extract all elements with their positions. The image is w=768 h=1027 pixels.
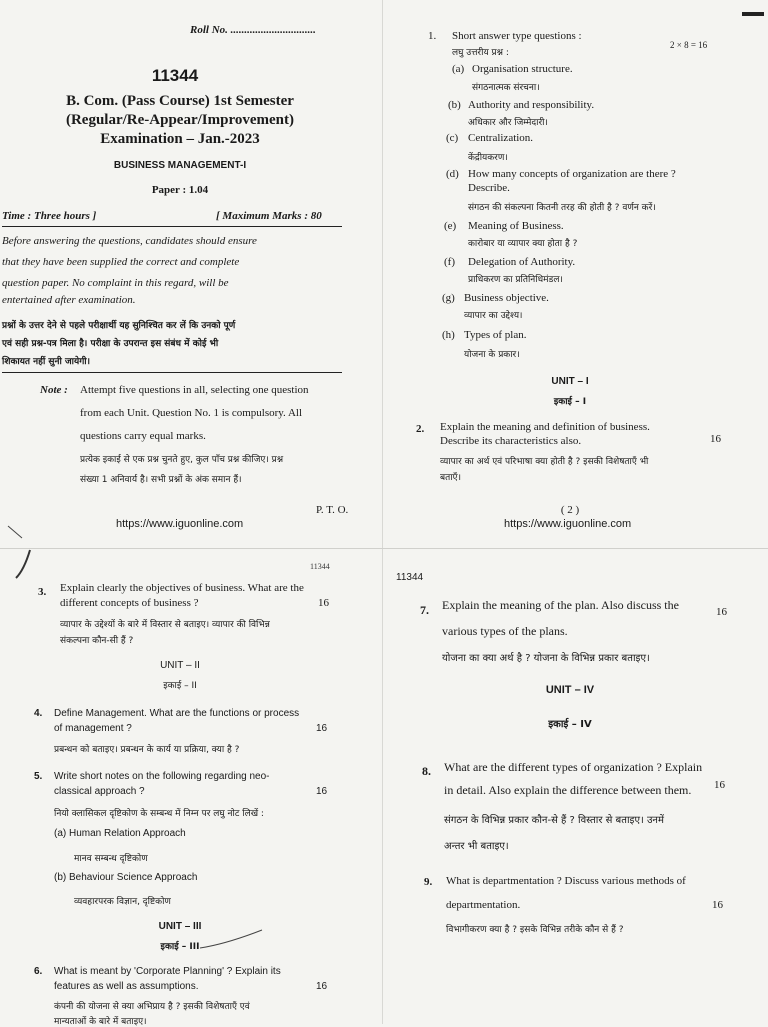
question-text-hi: व्यापार का अर्थ एवं परिभाषा क्या होती है ? इसकी विशेषताएँ भी: [440, 457, 649, 467]
instruction-hi-line: प्रश्नों के उत्तर देने से पहले परीक्षार्थी यह सुनिश्चित कर लें कि उनको पूर्ण: [2, 321, 236, 331]
question-text: Explain clearly the objectives of business. What are the: [60, 582, 304, 594]
question-number: 2.: [416, 423, 425, 435]
subquestion-label: (g): [442, 292, 455, 304]
question-number: 7.: [420, 603, 429, 617]
scan-mark-icon: [0, 520, 40, 580]
question-number: 1.: [428, 30, 437, 42]
note-en-line: from each Unit. Question No. 1 is compulsory. All: [80, 407, 303, 419]
question-text-hi: नियो क्लासिकल दृष्टिकोण के सम्बन्ध में निम्न पर लघु नोट लिखें :: [54, 809, 264, 819]
paper-code: 11344: [396, 572, 424, 583]
question-text-hi: व्यापार के उद्देश्यों के बारे में विस्तार से बताइए। व्यापार की विभिन्न: [60, 620, 270, 630]
note-label: Note :: [40, 384, 68, 396]
unit-heading-hi: इकाई – IV: [548, 719, 592, 730]
question-number: 6.: [34, 966, 43, 977]
header-rule: [2, 226, 342, 227]
subquestion-text-hi: संगठनात्मक संरचना।: [472, 83, 540, 93]
question-text-hi: बताएँ।: [440, 473, 461, 483]
question-text: departmentation.: [446, 899, 521, 911]
instruction-hi-line: एवं सही प्रश्न-पत्र मिला है। परीक्षा के उपरान्त इस संबंध में कोई भी: [2, 339, 219, 349]
note-hi-line: संख्या 1 अनिवार्य है। सभी प्रश्नों के अंक समान हैं।: [80, 475, 242, 485]
scan-mark-icon: [742, 12, 764, 16]
subquestion-text: (b) Behaviour Science Approach: [54, 872, 198, 883]
subquestion-label: (h): [442, 329, 455, 341]
pen-stroke-icon: [196, 928, 266, 952]
unit-heading-hi: इकाई – I: [553, 397, 587, 407]
question-text-hi: विभागीकरण क्या है ? इसके विभिन्न तरीके कौन से हैं ?: [446, 925, 624, 935]
note-en-line: Attempt five questions in all, selecting one question: [80, 384, 309, 396]
note-hi-line: प्रत्येक इकाई से एक प्रश्न चुनते हुए, कुल पाँच प्रश्न कीजिए। प्रश्न: [80, 455, 284, 465]
subquestion-text: (a) Human Relation Approach: [54, 828, 186, 839]
page-divider-horizontal: [0, 548, 768, 549]
subquestion-text: Describe.: [468, 182, 510, 194]
subquestion-text-hi: व्यापार का उद्देश्य।: [464, 311, 523, 321]
subquestion-text: Business objective.: [464, 292, 549, 304]
subquestion-text: Delegation of Authority.: [468, 256, 576, 268]
question-marks: 16: [710, 433, 721, 445]
question-text: Define Management. What are the functions or process: [54, 708, 300, 719]
question-text: features as well as assumptions.: [54, 981, 199, 992]
subquestion-text: Meaning of Business.: [468, 220, 564, 232]
exam-session: Examination – Jan.-2023: [100, 131, 260, 147]
page-divider-vertical: [382, 0, 383, 1024]
subquestion-label: (c): [446, 132, 459, 144]
question-number: 5.: [34, 771, 43, 782]
pto: P. T. O.: [316, 504, 349, 516]
unit-heading: UNIT – I: [551, 376, 589, 387]
subquestion-text-hi: संगठन की संकल्पना कितनी तरह की होती है ? वर्णन करें।: [468, 203, 656, 213]
page-number: ( 2 ): [560, 504, 580, 516]
question-marks: 16: [316, 723, 328, 734]
subject-title: BUSINESS MANAGEMENT-I: [113, 160, 247, 171]
subquestion-text-hi: केंद्रीयकरण।: [468, 153, 508, 163]
question-marks: 16: [714, 779, 725, 791]
subquestion-text: Centralization.: [468, 132, 534, 144]
instruction-en-line: question paper. No complaint in this regard, will be: [2, 277, 229, 289]
question-marks: 16: [316, 786, 328, 797]
question-text: Write short notes on the following regarding neo-: [54, 771, 270, 782]
unit-heading-hi: इकाई – III: [160, 942, 200, 952]
question-text: in detail. Also explain the difference between them.: [444, 783, 692, 797]
question-marks: 16: [318, 597, 329, 609]
subquestion-text: How many concepts of organization are there ?: [468, 168, 676, 180]
subquestion-text: Authority and responsibility.: [468, 99, 595, 111]
subquestion-text-hi: प्राधिकरण का प्रतिनिधिमंडल।: [468, 275, 563, 285]
question-marks: 16: [716, 606, 727, 618]
question-number: 3.: [38, 586, 47, 598]
subquestion-label: (e): [444, 220, 457, 232]
question-number: 8.: [422, 764, 431, 778]
question-number: 4.: [34, 708, 43, 719]
question-text-hi: संकल्पना कौन-सी हैं ?: [60, 636, 134, 646]
subquestion-text-hi: अधिकार और जिम्मेदारी।: [468, 118, 548, 128]
question-text-hi: प्रबन्धन को बताइए। प्रबन्धन के कार्य या प्रक्रिया, क्या है ?: [54, 745, 240, 755]
paper-code: 11344: [310, 562, 330, 571]
question-text: classical approach ?: [54, 786, 145, 797]
instruction-en-line: Before answering the questions, candidates should ensure: [2, 235, 257, 247]
question-text-hi: अन्तर भी बताइए।: [444, 841, 509, 852]
question-text-hi: कंपनी की योजना से क्या अभिप्राय है ? इसकी विशेषताएँ एवं: [54, 1002, 250, 1012]
instruction-en-line: that they have been supplied the correct and complete: [2, 256, 240, 268]
watermark-url[interactable]: https://www.iguonline.com: [504, 518, 632, 530]
watermark-url[interactable]: https://www.iguonline.com: [116, 518, 244, 530]
question-text-hi: योजना का क्या अर्थ है ? योजना के विभिन्न प्रकार बताइए।: [442, 653, 650, 664]
subquestion-text-hi: व्यवहारपरक विज्ञान, दृष्टिकोण: [74, 897, 171, 907]
subquestion-label: (b): [448, 99, 461, 111]
unit-heading: UNIT – III: [158, 921, 202, 932]
question-text: Explain the meaning of the plan. Also discuss the: [442, 598, 679, 612]
subquestion-label: (d): [446, 168, 459, 180]
paper-code: 11344: [151, 66, 199, 85]
subquestion-text-hi: योजना के प्रकार।: [464, 350, 520, 360]
paper-number: Paper : 1.04: [151, 184, 209, 196]
question-marks: 16: [712, 899, 723, 911]
maximum-marks: [ Maximum Marks : 80: [216, 210, 322, 222]
question-text: Explain the meaning and definition of business.: [440, 421, 650, 433]
roll-no: Roll No. ...............................: [190, 24, 316, 36]
unit-heading: UNIT – IV: [545, 684, 595, 696]
question-marks: 16: [316, 981, 328, 992]
course-title: B. Com. (Pass Course) 1st Semester: [66, 93, 294, 109]
question-text: What is departmentation ? Discuss various methods of: [446, 875, 686, 887]
note-en-line: questions carry equal marks.: [80, 430, 206, 442]
instruction-rule: [2, 372, 342, 373]
subquestion-label: (f): [444, 256, 455, 268]
time-allowed: Time : Three hours ]: [2, 210, 97, 222]
question-text-hi: लघु उत्तरीय प्रश्न :: [452, 48, 509, 58]
subquestion-text: Organisation structure.: [472, 63, 573, 75]
instruction-hi-line: शिकायत नहीं सुनी जायेगी।: [2, 357, 90, 367]
question-text: various types of the plans.: [442, 624, 568, 638]
question-text-hi: संगठन के विभिन्न प्रकार कौन-से हैं ? विस्तार से बताइए। उनमें: [444, 815, 664, 826]
question-text: of management ?: [54, 723, 132, 734]
question-marks: 2 × 8 = 16: [670, 40, 708, 50]
subquestion-label: (a): [452, 63, 465, 75]
question-number: 9.: [424, 876, 433, 888]
question-text: What is meant by 'Corporate Planning' ? Explain its: [54, 966, 281, 977]
question-text-hi: मान्यताओं के बारे में बताइए।: [54, 1017, 147, 1027]
subquestion-text: Types of plan.: [464, 329, 527, 341]
subquestion-text-hi: कारोबार या व्यापार क्या होता है ?: [468, 239, 578, 249]
question-text: Short answer type questions :: [452, 30, 582, 42]
question-text: different concepts of business ?: [60, 597, 199, 609]
unit-heading: UNIT – II: [160, 660, 200, 671]
unit-heading-hi: इकाई – II: [163, 681, 197, 691]
instruction-en-line: entertained after examination.: [2, 294, 136, 306]
subquestion-text-hi: मानव सम्बन्ध दृष्टिकोण: [74, 854, 148, 864]
question-text: What are the different types of organization ? Explain: [444, 760, 703, 774]
exam-type: (Regular/Re-Appear/Improvement): [65, 112, 294, 128]
question-text: Describe its characteristics also.: [440, 435, 582, 447]
